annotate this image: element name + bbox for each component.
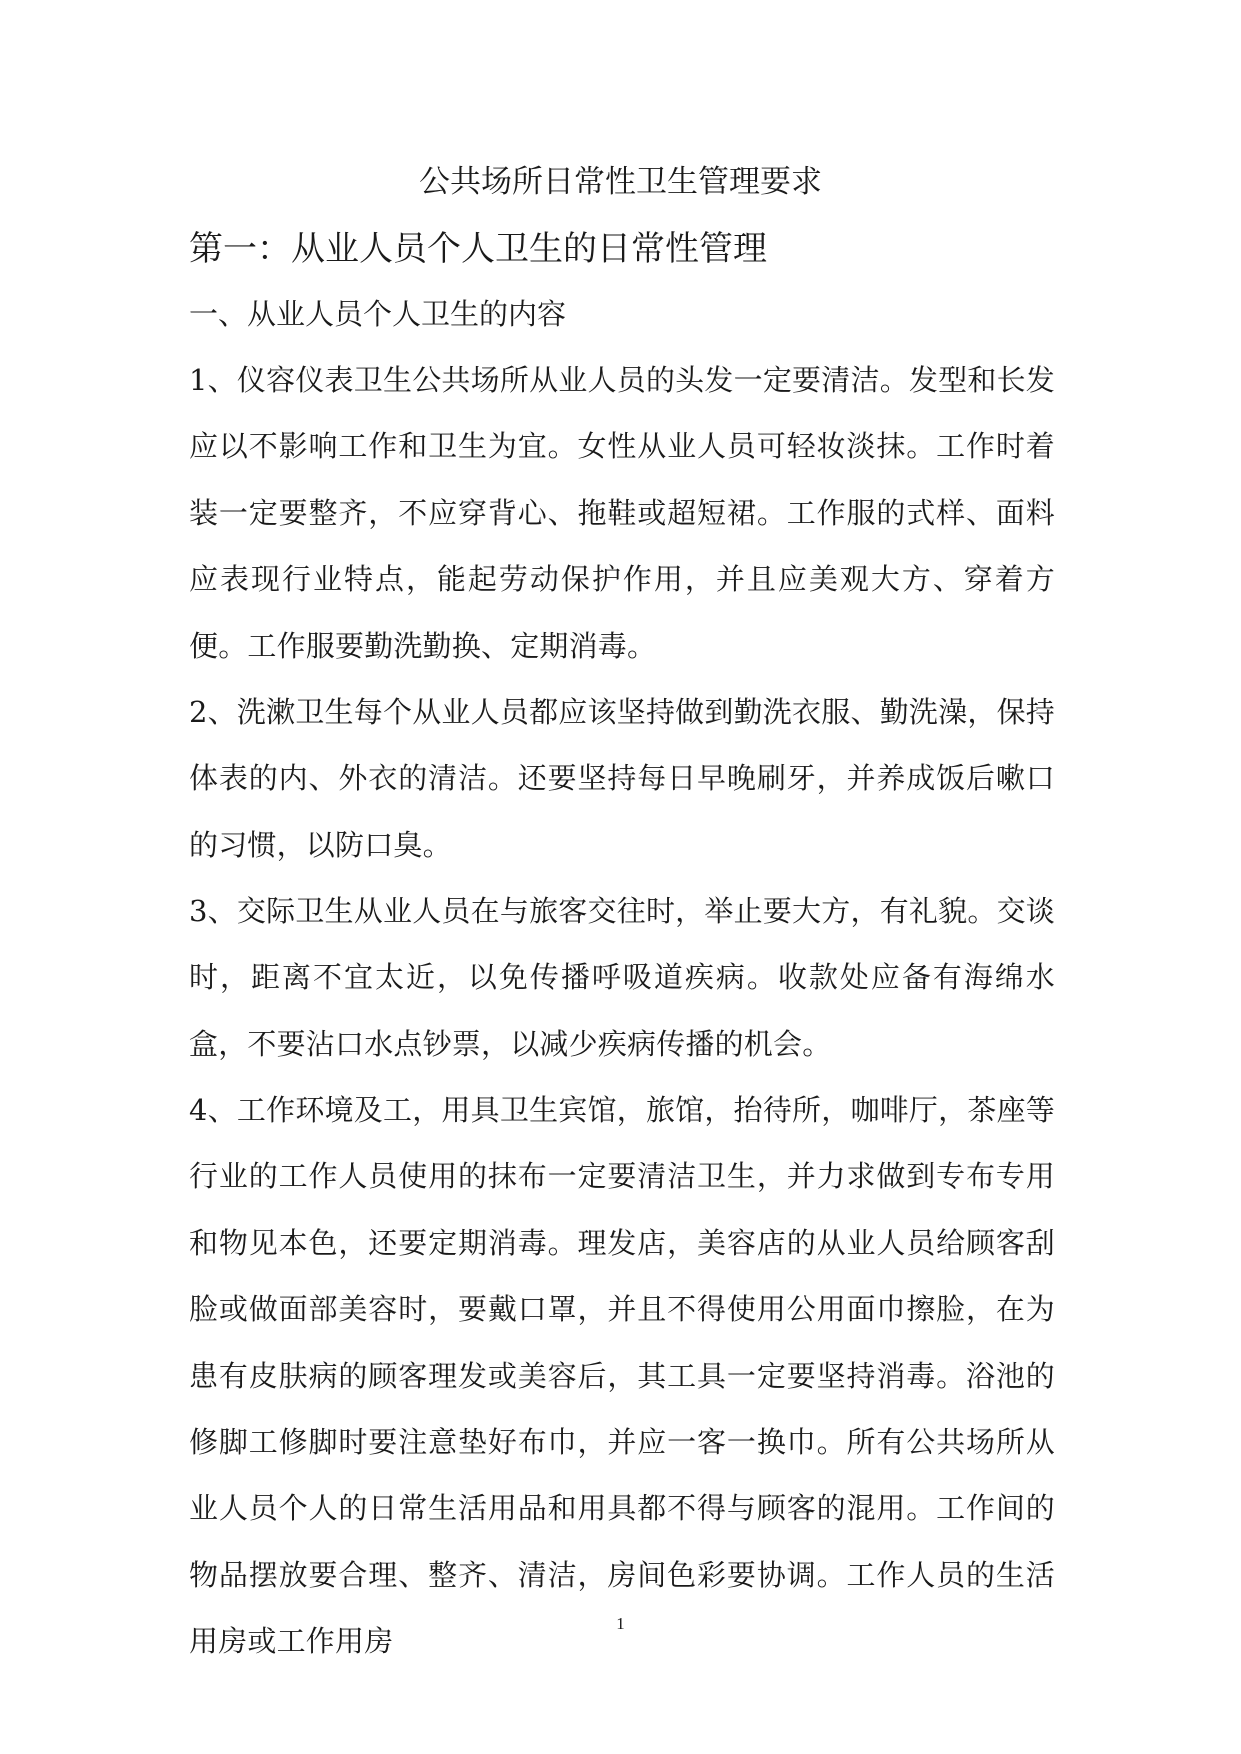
paragraph-1: 1、仪容仪表卫生公共场所从业人员的头发一定要清洁。发型和长发应以不影响工作和卫生为宜。女性从业人员可轻妆淡抹。工作时着装一定要整齐，不应穿背心、拖鞋或超短裙。工作服的式样、面料应表现行业特点，能起劳动保护作用，并且应美观大方、穿着方便。工作服要勤洗勤换、定期消毒。 [189,363,1055,663]
section-heading: 第一：从业人员个人卫生的日常性管理 [189,229,767,269]
document-title: 公共场所日常性卫生管理要求 [419,164,822,200]
page-number: 1 [616,1614,625,1633]
paragraph-2: 2、洗漱卫生每个从业人员都应该坚持做到勤洗衣服、勤洗澡，保持体表的内、外衣的清洁。还要坚持每日早晚刷牙，并养成饭后嗽口的习惯，以防口臭。 [189,695,1055,862]
subheading: 一、从业人员个人卫生的内容 [189,297,567,331]
paragraph-4: 4、工作环境及工，用具卫生宾馆，旅馆，抬待所，咖啡厅，茶座等行业的工作人员使用的抹布一定要清洁卫生，并力求做到专布专用和物见本色，还要定期消毒。理发店，美容店的从业人员给顾客刮脸或做面部美容时，要戴口罩，并且不得使用公用面巾擦脸，在为患有皮肤病的顾客理发或美容后，其工具一定要坚持消毒。浴池的修脚工修脚时要注意垫好布巾，并应一客一换巾。所有公共场所从业人员个人的日常生活用品和用具都不得与顾客的混用。工作间的物品摆放要合理、整齐、清洁，房间色彩要协调。工作人员的生活用房或工作用房 [189,1093,1055,1659]
paragraph-3: 3、交际卫生从业人员在与旅客交往时，举止要大方，有礼貌。交谈时，距离不宜太近，以免传播呼吸道疾病。收款处应备有海绵水盒，不要沾口水点钞票，以减少疾病传播的机会。 [189,894,1055,1061]
